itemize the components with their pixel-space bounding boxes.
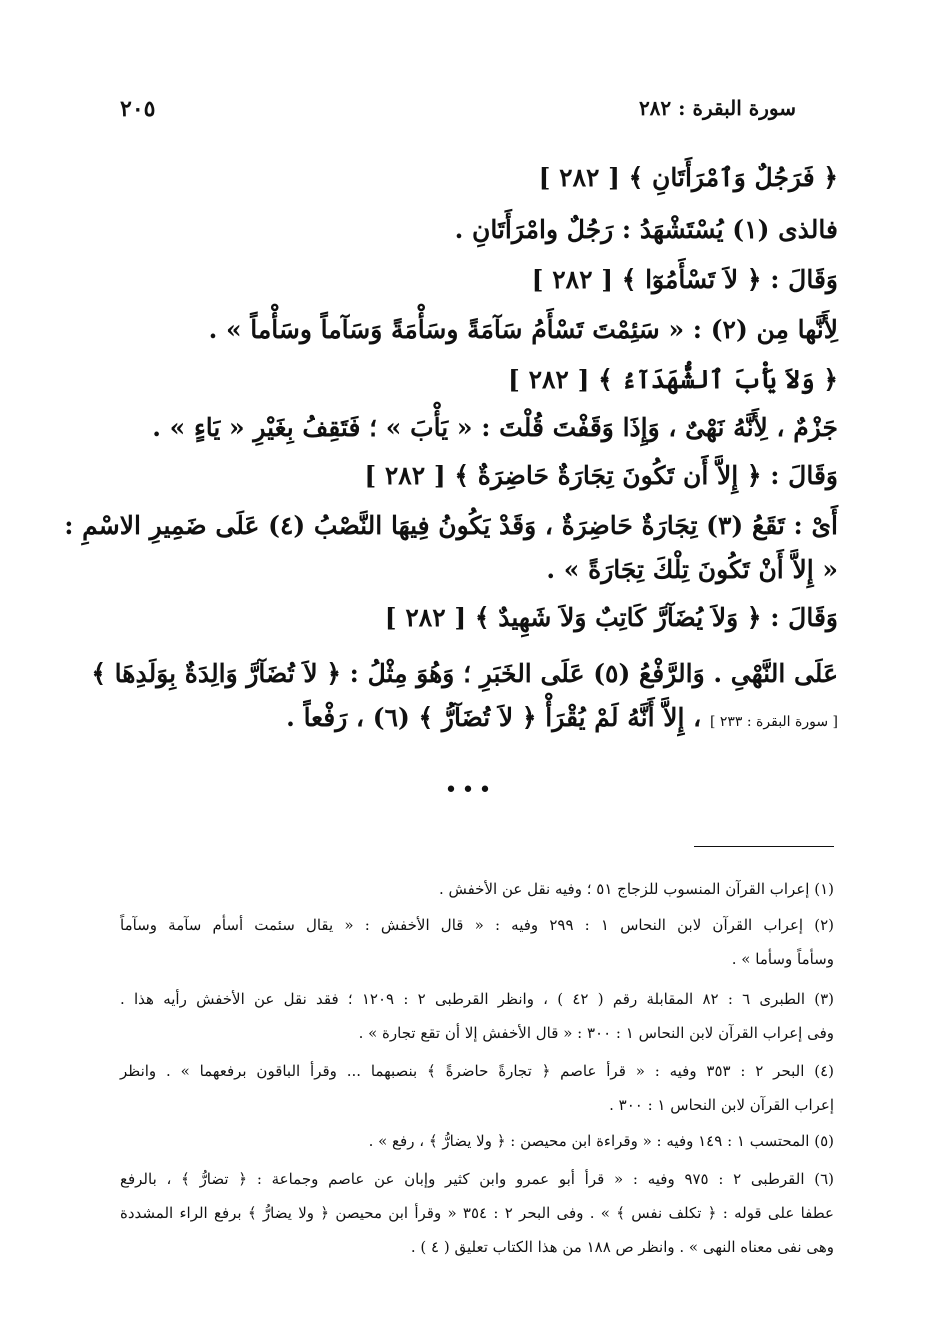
commentary-line: « إِلاَّ أَنْ تَكُونَ تِلْكَ تِجَارَةً » . xyxy=(546,555,838,584)
footnote-line: وسأماً وسأما » . xyxy=(731,950,834,968)
verse-line: وَقَالَ : ﴿ إِلاَّ أَن تَكُونَ تِجَارَةٌ حَاضِرَةٌ ﴾ [ ٢٨٢ ] xyxy=(364,461,838,490)
commentary-line xyxy=(120,700,838,740)
footnote-line: وهى نفى معناه النهى » . وانظر ص ١٨٨ من هذا الكتاب تعليق ( ٤ ) . xyxy=(410,1238,834,1256)
footnote-line: (٣) الطبرى ٦ : ٨٢ المقابلة رقم ( ٤٢ ) ، وانظر القرطبى ٢ : ١٢٠٩ ؛ فقد نقل عن الأخفش رأيه هذا . xyxy=(120,990,835,1008)
commentary-text: ، إِلاَّ أَنَّهُ لَمْ يُقْرَأْ ﴿ لاَ تُضَآرُّ ﴾ (٦) ، رَفْعاً . xyxy=(286,703,710,732)
page-number: ٢٠٥ xyxy=(120,96,156,122)
footnote-line: وفى إعراب القرآن لابن النحاس ١ : ٣٠٠ : « قال الأخفش إلا أن تقع تجارة » . xyxy=(358,1024,834,1042)
commentary-line: لِأَنَّها مِن (٢) : « سَئِمْتَ تَسْأَمُ سَآمَةً وسَأْمَةً وَسَآماً وسَأْماً » . xyxy=(208,315,838,344)
commentary-line: جَزْمٌ ، لِأَنَّهُ نَهْىٌ ، وَإِذَا وَقَفْتَ قُلْتَ : « يَأْبَ » ؛ فَتَقِفُ بِغَيْرِ « يَاءٍ » . xyxy=(152,413,838,442)
footnote-line: (١) إعراب القرآن المنسوب للزجاج ٥١ ؛ وفيه نقل عن الأخفش . xyxy=(438,880,834,898)
running-title: سورة البقرة : ٢٨٢ xyxy=(638,96,796,120)
surah-reference: [ سورة البقرة : ٢٣٣ ] xyxy=(709,714,838,730)
footnote-line: إعراب القرآن لابن النحاس ١ : ٣٠٠ . xyxy=(609,1096,834,1114)
footnote-line: عطفا على قوله : ﴿ تكلف نفس ﴾ » . وفى البحر ٢ : ٣٥٤ « وقرأ ابن محيصن ﴿ ولا يضارُّ ﴾ برفع الراء المشددة xyxy=(120,1204,834,1222)
footnote-line: (٤) البحر ٢ : ٣٥٣ وفيه : « قرأ عاصم ﴿ تجارةً حاضرةً ﴾ بنصبهما ... وقرأ الباقون برفعهما » . وانظر xyxy=(120,1062,834,1080)
verse-line: وَقَالَ : ﴿ وَلاَ يُضَآرَّ كَاتِبٌ وَلاَ شَهِيدٌ ﴾ [ ٢٨٢ ] xyxy=(384,603,838,632)
footnote-line: (٥) المحتسب ١ : ١٤٩ وفيه : « وقراءة ابن محيصن : ﴿ ولا يضارُّ ﴾ ، رفع » . xyxy=(368,1132,834,1150)
verse-line: وَقَالَ : ﴿ لاَ تَسْأَمُوٓا ﴾ [ ٢٨٢ ] xyxy=(531,265,838,294)
page-header xyxy=(120,96,796,126)
footnote-line: (٢) إعراب القرآن لابن النحاس ١ : ٢٩٩ وفيه : « قال الأخفش : « يقال سئمت أسأم سآمة وسآماً xyxy=(120,916,835,934)
section-separator: ••• xyxy=(444,778,496,803)
commentary-line: فالذى (١) يُسْتَشْهَدُ : رَجُلٌ وامْرَأَتَانِ . xyxy=(454,215,838,244)
footnote-rule xyxy=(694,846,834,847)
footnote-line: (٦) القرطبى ٢ : ٩٧٥ وفيه : « قرأ أبو عمرو وابن كثير وإبان عن عاصم وجماعة : ﴿ تضارُّ ﴾ ، بالرفع xyxy=(120,1170,834,1188)
verse-line: ﴿ فَرَجُلٌ وَٱمْرَأَتَانِ ﴾ [ ٢٨٢ ] xyxy=(538,163,838,192)
commentary-line: عَلَى النَّهْىِ . وَالرَّفْعُ (٥) عَلَى الخَبَرِ ؛ وَهُوَ مِثْلُ : ﴿ لاَ تُضَآرَّ وَالِدَةٌ بِوَلَدِهَا ﴾ xyxy=(91,659,838,688)
commentary-line: أَىْ : تَقَعُ (٣) تِجَارَةٌ حَاضِرَةٌ ، وَقَدْ يَكُونُ فِيهَا النَّصْبُ (٤) عَلَى ضَمِيرِ الاسْمِ : xyxy=(64,511,838,540)
verse-line: ﴿ وَلاَ يَأْبَ ٱلشُّهَدَآءُ ﴾ [ ٢٨٢ ] xyxy=(508,365,838,394)
